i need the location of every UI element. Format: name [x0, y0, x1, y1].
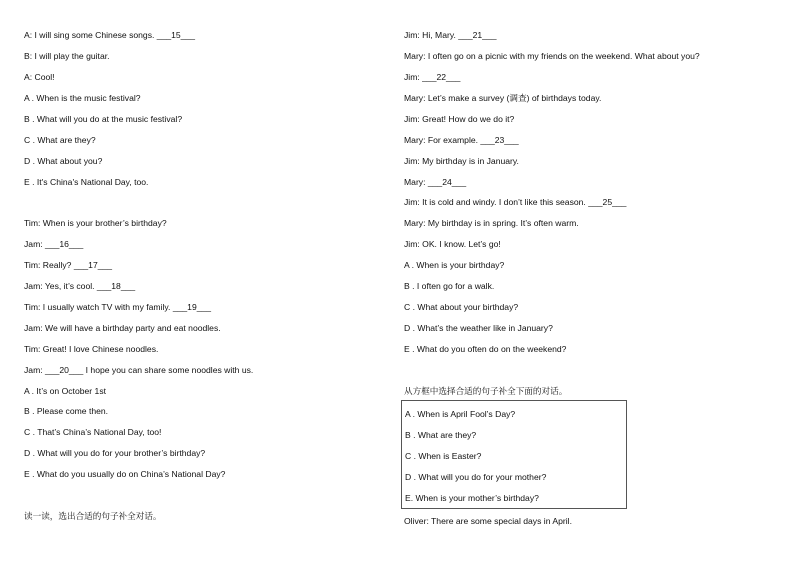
dialogue-line: Mary: For example. ___23___	[404, 135, 519, 145]
option-line: E . What do you usually do on China’s National Day?	[24, 469, 226, 479]
option-line: A . When is the music festival?	[24, 93, 141, 103]
option-line: A . When is your birthday?	[404, 260, 505, 270]
dialogue-line: A: Cool!	[24, 72, 55, 82]
dialogue-line: Mary: ___24___	[404, 177, 467, 187]
dialogue-line: Tim: When is your brother’s birthday?	[24, 218, 167, 228]
option-line: E . What do you often do on the weekend?	[404, 344, 567, 354]
instruction-line: 从方框中选择合适的句子补全下面的对话。	[404, 386, 568, 396]
option-line: B . Please come then.	[24, 406, 109, 416]
dialogue-line: B: I will play the guitar.	[24, 51, 110, 61]
option-line: B . What are they?	[405, 430, 477, 440]
dialogue-line: Tim: I usually watch TV with my family. ___19___	[24, 302, 212, 312]
dialogue-line: Jam: ___16___	[24, 239, 84, 249]
option-line: D . What about you?	[24, 156, 103, 166]
dialogue-line: Jim: My birthday is in January.	[404, 156, 519, 166]
dialogue-line: Mary: My birthday is in spring. It’s often warm.	[404, 218, 579, 228]
dialogue-line: Jim: It is cold and windy. I don’t like this season. ___25___	[404, 197, 627, 207]
dialogue-line: Jam: Yes, it’s cool. ___18___	[24, 281, 136, 291]
dialogue-line: Jam: We will have a birthday party and eat noodles.	[24, 323, 221, 333]
dialogue-line: Jim: ___22___	[404, 72, 461, 82]
option-line: E . It's China's National Day, too.	[24, 177, 149, 187]
dialogue-line: Mary: I often go on a picnic with my friends on the weekend. What about you?	[404, 51, 700, 61]
option-line: C . What about your birthday?	[404, 302, 519, 312]
option-line: D . What will you do for your mother?	[405, 472, 547, 482]
options-box	[401, 400, 627, 509]
option-line: D . What will you do for your brother’s birthday?	[24, 448, 206, 458]
option-line: A . It’s on October 1st	[24, 386, 107, 396]
dialogue-line: Oliver: There are some special days in April.	[404, 516, 572, 526]
option-line: C . When is Easter?	[405, 451, 482, 461]
dialogue-line: Jam: ___20___ I hope you can share some noodles with us.	[24, 365, 254, 375]
option-line: B . I often go for a walk.	[404, 281, 495, 291]
option-line: C . That’s China’s National Day, too!	[24, 427, 162, 437]
option-line: C . What are they?	[24, 135, 96, 145]
dialogue-line: Tim: Really? ___17___	[24, 260, 113, 270]
option-line: D . What’s the weather like in January?	[404, 323, 553, 333]
dialogue-line: Mary: Let’s make a survey (调查) of birthdays today.	[404, 93, 602, 103]
option-line: B . What will you do at the music festival?	[24, 114, 183, 124]
option-line: E. When is your mother’s birthday?	[405, 493, 539, 503]
dialogue-line: Jim: OK. I know. Let’s go!	[404, 239, 501, 249]
dialogue-line: Jim: Great! How do we do it?	[404, 114, 515, 124]
dialogue-line: A: I will sing some Chinese songs. ___15___	[24, 30, 196, 40]
instruction-line: 读一读，选出合适的句子补全对话。	[24, 511, 162, 521]
dialogue-line: Tim: Great! I love Chinese noodles.	[24, 344, 159, 354]
option-line: A . When is April Fool’s Day?	[405, 409, 516, 419]
dialogue-line: Jim: Hi, Mary. ___21___	[404, 30, 497, 40]
